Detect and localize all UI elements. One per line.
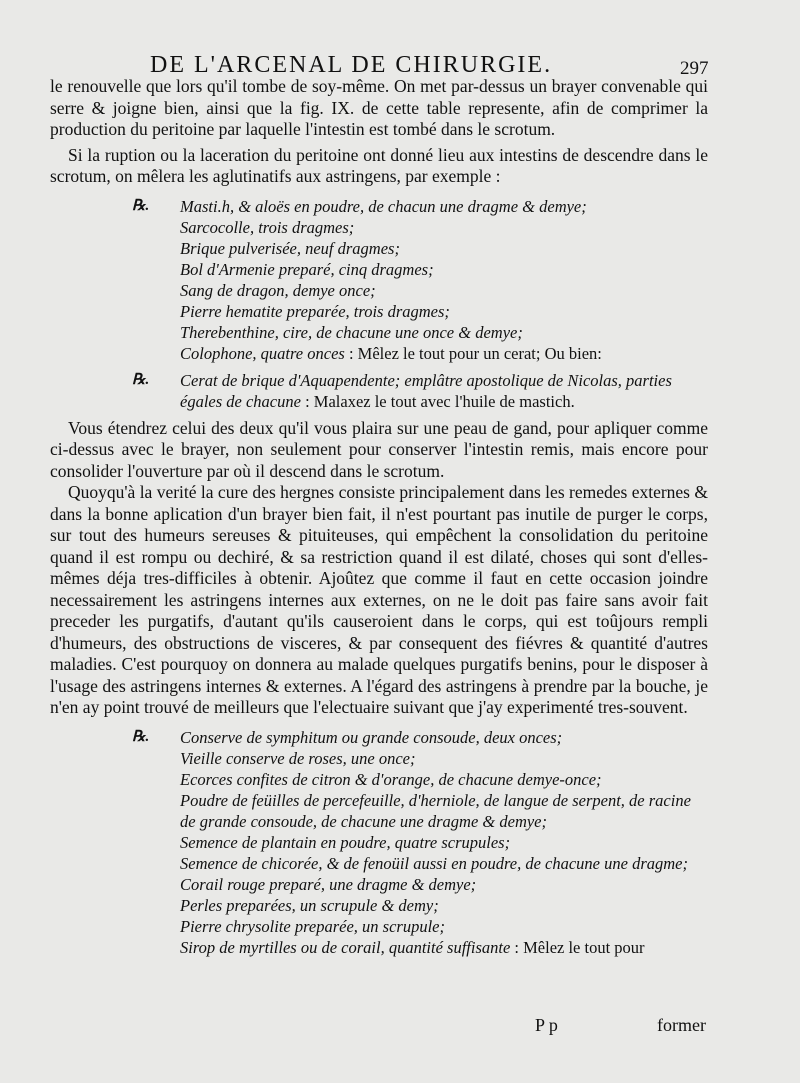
recipe-line: Pierre chrysolite preparée, un scrupule; [180, 916, 445, 936]
recipe-line: Colophone, quatre onces : Mêlez le tout pour un cerat; Ou bien: [180, 343, 602, 363]
page-body [50, 76, 708, 964]
recipe-symbol: ℞. [132, 371, 150, 388]
catchword: former [657, 1015, 706, 1035]
paragraph-3: Vous étendrez celui des deux qu'il vous plaira sur une peau de gand, pour apliquer comme ci-dessus avec le brayer, non seulement pour conserver l'intestin remis, mais encore pour consolider l'ouverture par où il descend dans le scrotum. [50, 417, 708, 481]
paragraph-1: le renouvelle que lors qu'il tombe de soy-même. On met par-dessus un brayer convenable qui serre & joigne bien, ainsi que la fig. IX. de cette table represente, afin de comprimer la production du peritoine par laquelle l'intestin est tombé dans le scrotum. [50, 76, 708, 139]
recipe-line: Therebenthine, cire, de chacune une once & demye; [180, 322, 523, 342]
recipe-line: ℞. Cerat de brique d'Aquapendente; emplâtre apostolique de Nicolas, parties égales de chacune : Malaxez le tout avec l'huile de mastich. [132, 370, 672, 411]
recipe-symbol: ℞. [132, 728, 150, 745]
page-number: 297 [680, 58, 709, 79]
recipe-line: Semence de chicorée, & de fenoüil aussi en poudre, de chacune une dragme; [180, 853, 688, 873]
recipe-line: Ecorces confites de citron & d'orange, de chacune demye-once; [180, 769, 602, 789]
paragraph-2: Si la ruption ou la laceration du peritoine ont donné lieu aux intestins de descendre dans le scrotum, on mêlera les aglutinatifs aux astringens, par exemple : [50, 144, 708, 186]
recipe-alternative [50, 370, 708, 412]
recipe-line: ℞. Conserve de symphitum ou grande consoude, deux onces; [132, 727, 563, 747]
recipe-line: Poudre de feüilles de percefeuille, d'herniole, de langue de serpent, de racine de grande consoude, de chacune une dragme & demye; [180, 790, 691, 831]
recipe-line: Sarcocolle, trois dragmes; [180, 217, 355, 237]
running-title: DE L'ARCENAL DE CHIRURGIE. [150, 52, 553, 78]
paragraph-4: Quoyqu'à la verité la cure des hergnes consiste principalement dans les remedes externes & dans la bonne aplication d'un brayer bien fait, il n'est pourtant pas inutile de purger le corps, sur tout des humeurs sereuses & pituiteuses, qui empêchent la consolidation du peritoine quand il est rompu ou dechiré, & sa restriction quand il est dilaté, choses qui sont d'elles-mêmes déja tres-difficiles à obtenir. Ajoûtez que comme il faut en cette occasion joindre necessairement les astringens internes aux externes, on ne le doit pas faire sans avoir fait preceder les purgatifs, d'autant qu'ils causeroient dans le corps, qui est toûjours rempli d'humeurs, des obstructions de visceres, & par consequent des fiévres & quantité d'autres maladies. C'est pourquoy on donnera au malade quelques purgatifs benins, pour le disposer à l'usage des astringens internes & externes. A l'égard des astringens à prendre par la bouche, je n'en ay point trouvé de meilleurs que l'electuaire suivant que j'ay experimenté tres-souvent. [50, 482, 708, 717]
signature-mark: P p [535, 1015, 558, 1035]
recipe-line: Perles preparées, un scrupule & demy; [180, 895, 439, 915]
recipe-line: Vieille conserve de roses, une once; [180, 748, 416, 768]
recipe-line: ℞. Masti.h, & aloës en poudre, de chacun une dragme & demye; [132, 196, 587, 216]
recipe-line: Bol d'Armenie preparé, cinq dragmes; [180, 259, 434, 279]
recipe-line: Corail rouge preparé, une dragme & demye; [180, 874, 477, 894]
recipe-symbol: ℞. [132, 197, 150, 214]
recipe-cerat [50, 196, 708, 364]
recipe-electuaire [50, 727, 708, 958]
recipe-line: Sirop de myrtilles ou de corail, quantité suffisante : Mêlez le tout pour [180, 937, 645, 957]
recipe-line: Sang de dragon, demye once; [180, 280, 376, 300]
recipe-line: Brique pulverisée, neuf dragmes; [180, 238, 400, 258]
recipe-line: Semence de plantain en poudre, quatre scrupules; [180, 832, 511, 852]
recipe-line: Pierre hematite preparée, trois dragmes; [180, 301, 450, 321]
